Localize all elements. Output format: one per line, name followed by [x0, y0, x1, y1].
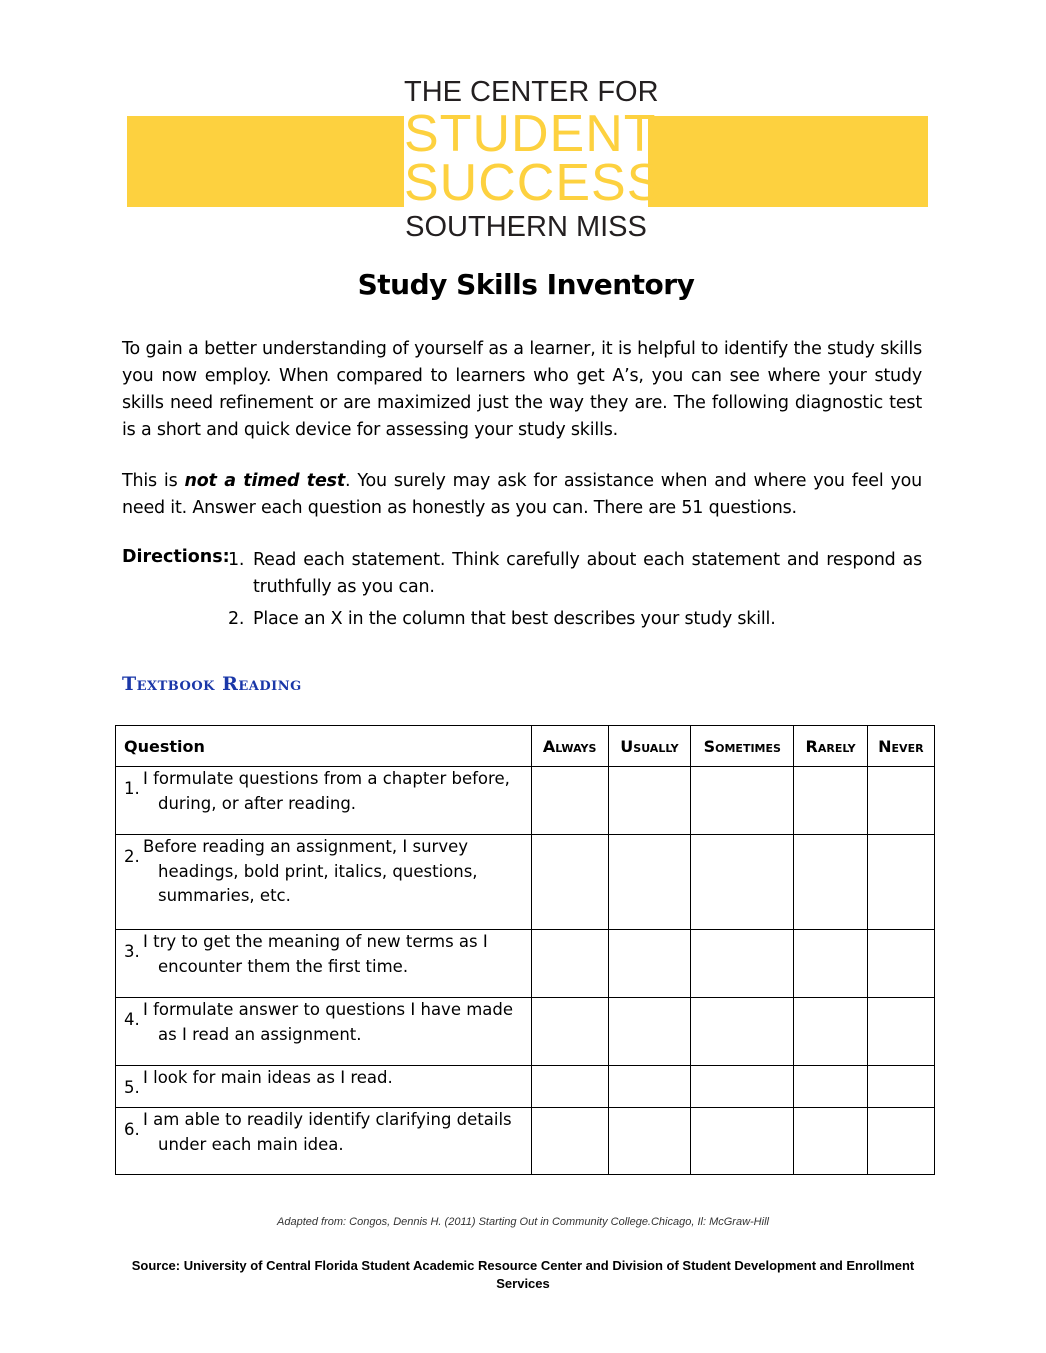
question-cell [116, 767, 532, 835]
question-cell [116, 998, 532, 1066]
table-row [116, 1066, 935, 1108]
question-number: 5. [124, 1078, 140, 1097]
question-number: 4. [124, 1010, 140, 1029]
logo-line-southern-miss: SOUTHERN MISS [405, 211, 647, 243]
answer-usually-cell[interactable] [608, 767, 690, 835]
answer-rarely-cell[interactable] [794, 767, 867, 835]
center-logo [0, 0, 1046, 250]
answer-never-cell[interactable] [867, 767, 934, 835]
answer-rarely-cell[interactable] [794, 998, 867, 1066]
intro-paragraph: To gain a better understanding of yourself as a learner, it is helpful to identify the study skills you now employ. When compared to learners who get A’s, you can see where your study skills need refinement or are maximized just the way they are. The following diagnostic test is a short and quick device for assessing your study skills. [122, 339, 922, 440]
answer-usually-cell[interactable] [608, 1108, 690, 1175]
question-cell [116, 835, 532, 930]
answer-sometimes-cell[interactable] [691, 998, 794, 1066]
answer-sometimes-cell[interactable] [691, 1108, 794, 1175]
answer-sometimes-cell[interactable] [691, 767, 794, 835]
answer-rarely-cell[interactable] [794, 1108, 867, 1175]
answer-always-cell[interactable] [531, 1066, 608, 1108]
answer-usually-cell[interactable] [608, 998, 690, 1066]
header-sometimes: Sometimes [691, 726, 794, 767]
table-header-row [116, 726, 935, 767]
table-row [116, 835, 935, 930]
section-heading: Textbook Reading [122, 673, 302, 695]
answer-never-cell[interactable] [867, 835, 934, 930]
answer-never-cell[interactable] [867, 1066, 934, 1108]
table-row [116, 767, 935, 835]
answer-always-cell[interactable] [531, 1108, 608, 1175]
directions-label: Directions: [122, 547, 230, 567]
logo-line-student: STUDENT [404, 105, 657, 163]
answer-usually-cell[interactable] [608, 1066, 690, 1108]
header-rarely: Rarely [794, 726, 867, 767]
question-text: I look for main ideas as I read. [143, 1068, 393, 1087]
adapted-from-citation: Adapted from: Congos, Dennis H. (2011) Starting Out in Community College.Chicago, Il: McGraw-Hill [277, 1216, 769, 1228]
page-title: Study Skills Inventory [357, 268, 695, 301]
question-text: Before reading an assignment, I survey headings, bold print, italics, questions, summaries, etc. [143, 837, 478, 905]
inventory-table [115, 725, 935, 1175]
answer-never-cell[interactable] [867, 998, 934, 1066]
direction-item [228, 606, 922, 633]
header-usually: Usually [608, 726, 690, 767]
question-number: 1. [124, 779, 140, 798]
question-cell [116, 1108, 532, 1175]
question-number: 3. [124, 942, 140, 961]
answer-never-cell[interactable] [867, 1108, 934, 1175]
question-number: 2. [124, 847, 140, 866]
question-text: I am able to readily identify clarifying details under each main idea. [143, 1110, 512, 1154]
header-never: Never [867, 726, 934, 767]
table-row [116, 998, 935, 1066]
answer-always-cell[interactable] [531, 998, 608, 1066]
direction-text: Read each statement. Think carefully about each statement and respond as truthfully as you can. [253, 550, 922, 597]
question-cell [116, 1066, 532, 1108]
table-row [116, 1108, 935, 1175]
notice-paragraph [122, 468, 922, 522]
answer-rarely-cell[interactable] [794, 930, 867, 998]
question-text: I formulate answer to questions I have made as I read an assignment. [143, 1000, 514, 1044]
notice-after: . You surely may ask for assistance when and where you feel you need it. Answer each question as honestly as you can. There are 51 questions. [122, 471, 922, 518]
question-cell [116, 930, 532, 998]
table-row [116, 930, 935, 998]
logo-line-success: SUCCESS [404, 154, 663, 212]
direction-item [228, 547, 922, 601]
answer-usually-cell[interactable] [608, 835, 690, 930]
notice-emphasis: not a timed test [184, 471, 345, 491]
answer-sometimes-cell[interactable] [691, 930, 794, 998]
answer-rarely-cell[interactable] [794, 835, 867, 930]
logo-line-center-for: THE CENTER FOR [404, 76, 659, 108]
direction-text: Place an X in the column that best describes your study skill. [253, 609, 776, 629]
answer-sometimes-cell[interactable] [691, 1066, 794, 1108]
source-citation: Source: University of Central Florida Student Academic Resource Center and Division of Student Development and Enrollment Services [131, 1258, 915, 1291]
notice-before: This is [122, 471, 185, 491]
answer-always-cell[interactable] [531, 930, 608, 998]
answer-always-cell[interactable] [531, 767, 608, 835]
question-text: I try to get the meaning of new terms as I encounter them the first time. [143, 932, 488, 976]
answer-sometimes-cell[interactable] [691, 835, 794, 930]
question-text: I formulate questions from a chapter before, during, or after reading. [143, 769, 510, 813]
answer-rarely-cell[interactable] [794, 1066, 867, 1108]
header-always: Always [531, 726, 608, 767]
answer-usually-cell[interactable] [608, 930, 690, 998]
direction-number: 2. [228, 609, 245, 629]
question-number: 6. [124, 1120, 140, 1139]
direction-number: 1. [228, 550, 245, 570]
answer-never-cell[interactable] [867, 930, 934, 998]
header-question: Question [116, 726, 532, 767]
answer-always-cell[interactable] [531, 835, 608, 930]
